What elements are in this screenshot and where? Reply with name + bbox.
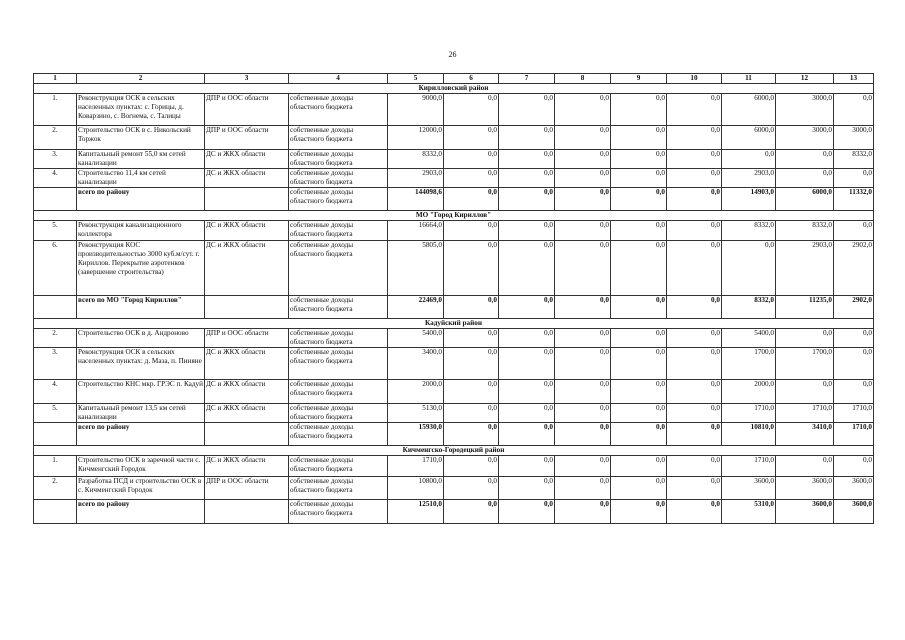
amount-cell: 2903,0 (722, 169, 776, 188)
row-number-cell: 5. (34, 404, 77, 423)
amount-cell: 0,0 (667, 329, 722, 348)
total-row (34, 423, 874, 446)
amount-cell: 0,0 (667, 500, 722, 524)
amount-cell: 0,0 (444, 150, 499, 169)
amount-cell: 0,0 (444, 500, 499, 524)
amount-cell: 0,0 (499, 188, 555, 211)
amount-cell: 0,0 (555, 296, 611, 319)
amount-cell: 14903,0 (722, 188, 776, 211)
measure-name-cell: Строительство КНС мкр. ГРЭС п. Кадуй (77, 380, 205, 404)
amount-cell: 9000,0 (388, 94, 444, 126)
amount-cell: 0,0 (444, 456, 499, 477)
amount-cell: 0,0 (611, 477, 667, 500)
amount-cell: 0,0 (555, 188, 611, 211)
executor-cell: ДС и ЖКХ области (205, 348, 289, 380)
row-number-cell: 6. (34, 241, 77, 296)
amount-cell: 0,0 (499, 348, 555, 380)
amount-cell: 3400,0 (388, 348, 444, 380)
row-number-cell: 5. (34, 221, 77, 241)
amount-cell: 3000,0 (776, 126, 834, 150)
measure-name-cell: Реконструкция КОС производительностью 3000 куб.м/сут. г. Кириллов. Перекрытие аэротенков (завершение строительства) (77, 241, 205, 296)
measure-name-cell: Капитальный ремонт 55,0 км сетей канализации (77, 150, 205, 169)
amount-cell: 1700,0 (776, 348, 834, 380)
column-header: 6 (444, 74, 499, 84)
funding-source-cell: собственные доходы областного бюджета (289, 126, 388, 150)
amount-cell: 0,0 (667, 348, 722, 380)
amount-cell: 0,0 (611, 150, 667, 169)
amount-cell: 12510,0 (388, 500, 444, 524)
amount-cell: 0,0 (499, 150, 555, 169)
amount-cell: 0,0 (555, 380, 611, 404)
amount-cell: 0,0 (555, 477, 611, 500)
funding-source-cell: собственные доходы областного бюджета (289, 188, 388, 211)
amount-cell: 0,0 (499, 456, 555, 477)
column-header: 11 (722, 74, 776, 84)
amount-cell: 0,0 (611, 329, 667, 348)
amount-cell: 8332,0 (722, 296, 776, 319)
amount-cell: 2000,0 (722, 380, 776, 404)
district-name: Кирилловский район (34, 84, 874, 94)
amount-cell: 0,0 (611, 221, 667, 241)
column-header: 1 (34, 74, 77, 84)
amount-cell: 0,0 (555, 404, 611, 423)
amount-cell: 1710,0 (776, 404, 834, 423)
measure-name-cell: всего по МО "Город Кириллов" (77, 296, 205, 319)
amount-cell: 0,0 (555, 348, 611, 380)
amount-cell: 0,0 (611, 169, 667, 188)
amount-cell: 0,0 (834, 380, 874, 404)
column-header: 10 (667, 74, 722, 84)
district-header-row (34, 319, 874, 329)
measure-name-cell: всего по району (77, 188, 205, 211)
amount-cell: 8332,0 (776, 221, 834, 241)
amount-cell: 6000,0 (722, 94, 776, 126)
amount-cell: 0,0 (776, 169, 834, 188)
executor-cell: ДПР и ООС области (205, 329, 289, 348)
amount-cell: 0,0 (499, 500, 555, 524)
amount-cell: 0,0 (611, 423, 667, 446)
amount-cell: 0,0 (611, 500, 667, 524)
funding-source-cell: собственные доходы областного бюджета (289, 456, 388, 477)
table-row (34, 404, 874, 423)
table-row (34, 477, 874, 500)
amount-cell: 0,0 (444, 94, 499, 126)
amount-cell: 0,0 (444, 169, 499, 188)
column-header: 9 (611, 74, 667, 84)
row-number-cell (34, 188, 77, 211)
row-number-cell (34, 296, 77, 319)
measure-name-cell: Капитальный ремонт 13,5 км сетей канализации (77, 404, 205, 423)
amount-cell: 0,0 (499, 296, 555, 319)
amount-cell: 3600,0 (776, 477, 834, 500)
amount-cell: 6000,0 (722, 126, 776, 150)
amount-cell: 5805,0 (388, 241, 444, 296)
amount-cell: 5400,0 (388, 329, 444, 348)
column-header: 2 (77, 74, 205, 84)
row-number-cell: 4. (34, 380, 77, 404)
amount-cell: 3000,0 (834, 126, 874, 150)
column-header: 5 (388, 74, 444, 84)
amount-cell: 0,0 (611, 348, 667, 380)
amount-cell: 0,0 (834, 169, 874, 188)
amount-cell: 1710,0 (834, 423, 874, 446)
row-number-cell: 3. (34, 150, 77, 169)
amount-cell: 5130,0 (388, 404, 444, 423)
amount-cell: 0,0 (499, 404, 555, 423)
amount-cell: 0,0 (834, 348, 874, 380)
amount-cell: 8332,0 (388, 150, 444, 169)
executor-cell: ДПР и ООС области (205, 126, 289, 150)
amount-cell: 11235,0 (776, 296, 834, 319)
amount-cell: 0,0 (776, 150, 834, 169)
row-number-cell (34, 423, 77, 446)
executor-cell: ДС и ЖКХ области (205, 241, 289, 296)
column-header: 12 (776, 74, 834, 84)
column-header: 7 (499, 74, 555, 84)
row-number-cell (34, 500, 77, 524)
executor-cell: ДС и ЖКХ области (205, 380, 289, 404)
amount-cell: 0,0 (722, 150, 776, 169)
district-header-row (34, 446, 874, 456)
executor-cell: ДС и ЖКХ области (205, 456, 289, 477)
amount-cell: 3600,0 (834, 477, 874, 500)
executor-cell: ДПР и ООС области (205, 94, 289, 126)
amount-cell: 5400,0 (722, 329, 776, 348)
amount-cell: 144098,6 (388, 188, 444, 211)
amount-cell: 0,0 (667, 404, 722, 423)
amount-cell: 2902,0 (834, 241, 874, 296)
amount-cell: 0,0 (555, 423, 611, 446)
amount-cell: 3600,0 (834, 500, 874, 524)
amount-cell: 22469,0 (388, 296, 444, 319)
amount-cell: 0,0 (834, 456, 874, 477)
table-row (34, 348, 874, 380)
amount-cell: 0,0 (667, 169, 722, 188)
table-row (34, 94, 874, 126)
funding-source-cell: собственные доходы областного бюджета (289, 380, 388, 404)
amount-cell: 0,0 (555, 456, 611, 477)
amount-cell: 0,0 (611, 188, 667, 211)
row-number-cell: 3. (34, 348, 77, 380)
amount-cell: 0,0 (444, 423, 499, 446)
funding-source-cell: собственные доходы областного бюджета (289, 477, 388, 500)
amount-cell: 0,0 (499, 126, 555, 150)
amount-cell: 0,0 (555, 150, 611, 169)
amount-cell: 0,0 (555, 169, 611, 188)
amount-cell: 0,0 (722, 241, 776, 296)
amount-cell: 0,0 (667, 423, 722, 446)
amount-cell: 0,0 (611, 296, 667, 319)
measure-name-cell: Реконструкция ОСК в сельских населенных пунктах: д. Маза, п. Пиняне (77, 348, 205, 380)
amount-cell: 0,0 (499, 221, 555, 241)
amount-cell: 0,0 (499, 169, 555, 188)
funding-source-cell: собственные доходы областного бюджета (289, 169, 388, 188)
amount-cell: 0,0 (444, 329, 499, 348)
column-number-row (34, 74, 874, 84)
measure-name-cell: Реконструкция канализационного коллектора (77, 221, 205, 241)
amount-cell: 0,0 (555, 221, 611, 241)
row-number-cell: 2. (34, 477, 77, 500)
funding-source-cell: собственные доходы областного бюджета (289, 329, 388, 348)
row-number-cell: 4. (34, 169, 77, 188)
measure-name-cell: Строительство ОСК в заречной части с. Кичменгский Городок (77, 456, 205, 477)
amount-cell: 1710,0 (388, 456, 444, 477)
table-row (34, 241, 874, 296)
amount-cell: 0,0 (834, 94, 874, 126)
amount-cell: 0,0 (444, 348, 499, 380)
amount-cell: 3410,0 (776, 423, 834, 446)
funding-source-cell: собственные доходы областного бюджета (289, 241, 388, 296)
measure-name-cell: Строительство 11,4 км сетей канализации (77, 169, 205, 188)
amount-cell: 0,0 (611, 241, 667, 296)
executor-cell: ДС и ЖКХ области (205, 169, 289, 188)
amount-cell: 10800,0 (388, 477, 444, 500)
district-name: Кадуйский район (34, 319, 874, 329)
program-table (33, 73, 874, 524)
amount-cell: 8332,0 (722, 221, 776, 241)
amount-cell: 5310,0 (722, 500, 776, 524)
column-header: 13 (834, 74, 874, 84)
executor-cell: ДПР и ООС области (205, 477, 289, 500)
amount-cell: 0,0 (444, 188, 499, 211)
amount-cell: 0,0 (667, 221, 722, 241)
amount-cell: 0,0 (667, 94, 722, 126)
executor-cell: ДС и ЖКХ области (205, 404, 289, 423)
amount-cell: 2903,0 (776, 241, 834, 296)
amount-cell: 3000,0 (776, 94, 834, 126)
amount-cell: 0,0 (499, 329, 555, 348)
district-name: Кичменгско-Городецкий район (34, 446, 874, 456)
amount-cell: 0,0 (667, 296, 722, 319)
amount-cell: 0,0 (667, 241, 722, 296)
amount-cell: 1700,0 (722, 348, 776, 380)
amount-cell: 0,0 (667, 126, 722, 150)
column-header: 3 (205, 74, 289, 84)
amount-cell: 15930,0 (388, 423, 444, 446)
executor-cell: ДС и ЖКХ области (205, 221, 289, 241)
amount-cell: 3600,0 (722, 477, 776, 500)
district-name: МО "Город Кириллов" (34, 211, 874, 221)
amount-cell: 0,0 (611, 94, 667, 126)
amount-cell: 0,0 (667, 188, 722, 211)
amount-cell: 0,0 (499, 423, 555, 446)
amount-cell: 16664,0 (388, 221, 444, 241)
amount-cell: 0,0 (499, 380, 555, 404)
amount-cell: 1710,0 (722, 404, 776, 423)
amount-cell: 0,0 (555, 94, 611, 126)
amount-cell: 0,0 (667, 380, 722, 404)
funding-source-cell: собственные доходы областного бюджета (289, 348, 388, 380)
total-row (34, 296, 874, 319)
amount-cell: 0,0 (776, 329, 834, 348)
table-row (34, 329, 874, 348)
amount-cell: 0,0 (555, 329, 611, 348)
table-row (34, 126, 874, 150)
executor-cell: ДС и ЖКХ области (205, 150, 289, 169)
table-row (34, 456, 874, 477)
column-header: 4 (289, 74, 388, 84)
funding-source-cell: собственные доходы областного бюджета (289, 221, 388, 241)
total-row (34, 188, 874, 211)
amount-cell: 0,0 (444, 126, 499, 150)
amount-cell: 1710,0 (834, 404, 874, 423)
amount-cell: 10810,0 (722, 423, 776, 446)
amount-cell: 0,0 (444, 404, 499, 423)
amount-cell: 0,0 (555, 126, 611, 150)
amount-cell: 0,0 (555, 500, 611, 524)
amount-cell: 0,0 (667, 477, 722, 500)
row-number-cell: 1. (34, 94, 77, 126)
amount-cell: 0,0 (776, 456, 834, 477)
amount-cell: 0,0 (611, 404, 667, 423)
measure-name-cell: Строительство ОСК в с. Никольский Торжок (77, 126, 205, 150)
executor-cell (205, 296, 289, 319)
total-row (34, 500, 874, 524)
amount-cell: 0,0 (444, 380, 499, 404)
amount-cell: 0,0 (444, 241, 499, 296)
amount-cell: 0,0 (667, 456, 722, 477)
funding-source-cell: собственные доходы областного бюджета (289, 404, 388, 423)
amount-cell: 0,0 (834, 221, 874, 241)
executor-cell (205, 423, 289, 446)
amount-cell: 0,0 (499, 241, 555, 296)
measure-name-cell: всего по району (77, 500, 205, 524)
executor-cell (205, 500, 289, 524)
page-number: 26 (448, 50, 457, 59)
amount-cell: 12000,0 (388, 126, 444, 150)
amount-cell: 8332,0 (834, 150, 874, 169)
funding-source-cell: собственные доходы областного бюджета (289, 423, 388, 446)
table-row (34, 150, 874, 169)
measure-name-cell: Строительство ОСК в д. Андроново (77, 329, 205, 348)
table-row (34, 169, 874, 188)
amount-cell: 0,0 (499, 477, 555, 500)
amount-cell: 3600,0 (776, 500, 834, 524)
measure-name-cell: Разработка ПСД и строительство ОСК в с. Кичменгский Городок (77, 477, 205, 500)
amount-cell: 11332,0 (834, 188, 874, 211)
table-row (34, 380, 874, 404)
amount-cell: 0,0 (611, 456, 667, 477)
amount-cell: 0,0 (611, 380, 667, 404)
amount-cell: 2000,0 (388, 380, 444, 404)
amount-cell: 0,0 (499, 94, 555, 126)
funding-source-cell: собственные доходы областного бюджета (289, 500, 388, 524)
amount-cell: 0,0 (776, 380, 834, 404)
measure-name-cell: Реконструкция ОСК в сельских населенных пунктах: с. Горицы, д. Коварзино, с. Вогнема, с. Талицы (77, 94, 205, 126)
row-number-cell: 2. (34, 126, 77, 150)
funding-source-cell: собственные доходы областного бюджета (289, 296, 388, 319)
row-number-cell: 1. (34, 456, 77, 477)
amount-cell: 0,0 (444, 477, 499, 500)
amount-cell: 0,0 (444, 296, 499, 319)
amount-cell: 0,0 (444, 221, 499, 241)
funding-source-cell: собственные доходы областного бюджета (289, 150, 388, 169)
amount-cell: 1710,0 (722, 456, 776, 477)
district-header-row (34, 211, 874, 221)
table-row (34, 221, 874, 241)
amount-cell: 0,0 (555, 241, 611, 296)
amount-cell: 0,0 (667, 150, 722, 169)
measure-name-cell: всего по району (77, 423, 205, 446)
column-header: 8 (555, 74, 611, 84)
funding-source-cell: собственные доходы областного бюджета (289, 94, 388, 126)
district-header-row (34, 84, 874, 94)
row-number-cell: 2. (34, 329, 77, 348)
executor-cell (205, 188, 289, 211)
amount-cell: 6000,0 (776, 188, 834, 211)
amount-cell: 0,0 (611, 126, 667, 150)
amount-cell: 2902,0 (834, 296, 874, 319)
amount-cell: 0,0 (834, 329, 874, 348)
amount-cell: 2903,0 (388, 169, 444, 188)
